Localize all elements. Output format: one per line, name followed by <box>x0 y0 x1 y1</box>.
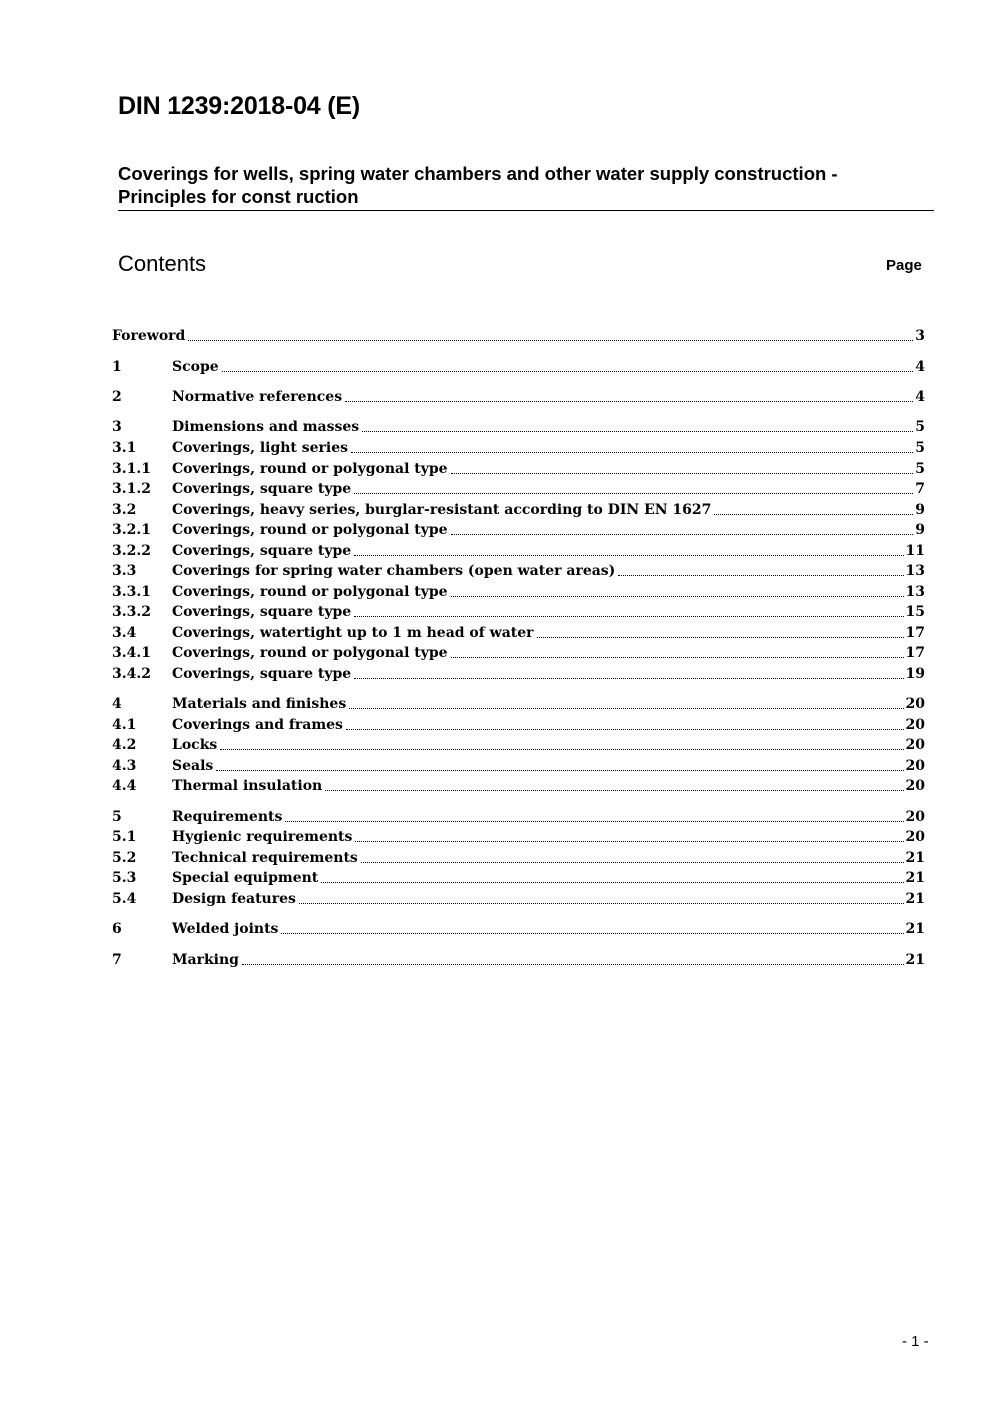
toc-entry-number: 5.4 <box>112 891 137 907</box>
toc-dot-leader <box>354 493 913 494</box>
toc-dot-leader <box>242 964 904 965</box>
toc-entry[interactable] <box>112 416 925 436</box>
toc-dot-leader <box>618 575 903 576</box>
toc-entry[interactable] <box>112 806 925 826</box>
toc-dot-leader <box>354 616 903 617</box>
toc-entry-label: Normative references <box>172 389 343 405</box>
toc-entry[interactable] <box>112 847 925 867</box>
toc-entry-page: 21 <box>905 921 925 937</box>
toc-entry-page: 20 <box>905 737 925 753</box>
toc-entry-page: 3 <box>915 328 925 344</box>
toc-entry-page: 9 <box>915 502 925 518</box>
toc-entry-label: Coverings, square type <box>172 543 352 559</box>
toc-entry-number: 5.1 <box>112 829 137 845</box>
toc-dot-leader <box>537 637 904 638</box>
toc-entry-page: 7 <box>915 481 925 497</box>
toc-entry[interactable] <box>112 601 925 621</box>
toc-entry-page: 21 <box>905 891 925 907</box>
toc-entry-label: Coverings, square type <box>172 666 352 682</box>
toc-dot-leader <box>714 514 913 515</box>
toc-dot-leader <box>355 841 903 842</box>
toc-entry-number: 5 <box>112 809 122 825</box>
toc-entry[interactable] <box>112 560 925 580</box>
toc-entry-page: 4 <box>915 389 925 405</box>
toc-entry-label: Requirements <box>172 809 283 825</box>
title-rule <box>118 210 934 211</box>
title-line-1: Coverings for wells, spring water chambers and other water supply construction - <box>118 163 838 184</box>
toc-entry[interactable] <box>112 826 925 846</box>
toc-entry[interactable] <box>112 663 925 683</box>
toc-dot-leader <box>451 473 914 474</box>
toc-entry-label: Coverings, light series <box>172 440 349 456</box>
toc-dot-leader <box>299 903 904 904</box>
toc-dot-leader <box>349 708 903 709</box>
toc-entry-page: 20 <box>905 696 925 712</box>
toc-entry-label: Special equipment <box>172 870 319 886</box>
toc-entry[interactable] <box>112 734 925 754</box>
toc-entry-number: 3.2.1 <box>112 522 151 538</box>
toc-entry-page: 21 <box>905 870 925 886</box>
toc-entry-label: Thermal insulation <box>172 778 323 794</box>
toc-entry-page: 20 <box>905 829 925 845</box>
toc-entry[interactable] <box>112 693 925 713</box>
toc-entry-label: Materials and finishes <box>172 696 347 712</box>
toc-entry-page: 5 <box>915 461 925 477</box>
toc-entry-page: 20 <box>905 778 925 794</box>
toc-entry-label: Coverings, round or polygonal type <box>172 461 448 477</box>
toc-entry-page: 11 <box>905 543 925 559</box>
toc-entry-label: Foreword <box>112 328 186 344</box>
contents-heading: Contents <box>118 251 207 276</box>
toc-entry-label: Marking <box>172 952 239 968</box>
toc-dot-leader <box>362 431 913 432</box>
toc-dot-leader <box>325 790 903 791</box>
toc-entry-label: Coverings, round or polygonal type <box>172 584 448 600</box>
toc-entry-number: 4 <box>112 696 122 712</box>
toc-dot-leader <box>346 729 904 730</box>
toc-entry[interactable] <box>112 437 925 457</box>
toc-entry-label: Design features <box>172 891 296 907</box>
toc-entry-page: 17 <box>905 645 925 661</box>
toc-entry[interactable] <box>112 581 925 601</box>
toc-entry-number: 5.2 <box>112 850 137 866</box>
toc-entry-number: 3.4 <box>112 625 137 641</box>
toc-entry[interactable] <box>112 622 925 642</box>
toc-entry-number: 1 <box>112 359 122 375</box>
toc-dot-leader <box>188 340 913 341</box>
toc-entry[interactable] <box>112 949 925 969</box>
toc-entry[interactable] <box>112 458 925 478</box>
toc-entry-label: Locks <box>172 737 218 753</box>
toc-dot-leader <box>354 678 903 679</box>
toc-entry-page: 20 <box>905 717 925 733</box>
toc-entry[interactable] <box>112 755 925 775</box>
toc-dot-leader <box>451 534 914 535</box>
toc-entry[interactable] <box>112 642 925 662</box>
toc-entry[interactable] <box>112 888 925 908</box>
toc-entry-label: Coverings, square type <box>172 604 352 620</box>
toc-dot-leader <box>354 555 903 556</box>
toc-entry-label: Hygienic requirements <box>172 829 353 845</box>
toc-entry-number: 4.2 <box>112 737 137 753</box>
toc-entry-label: Dimensions and masses <box>172 419 360 435</box>
toc-dot-leader <box>285 821 903 822</box>
toc-entry-number: 3.4.1 <box>112 645 151 661</box>
title-line-2: Principles for const ruction <box>118 186 359 207</box>
toc-entry-number: 4.4 <box>112 778 137 794</box>
toc-entry-label: Seals <box>172 758 214 774</box>
toc-entry-page: 4 <box>915 359 925 375</box>
page-column-heading: Page <box>886 257 922 274</box>
toc-entry-number: 3.1.1 <box>112 461 151 477</box>
toc-entry-number: 3.3.2 <box>112 604 151 620</box>
toc-entry-number: 3.1.2 <box>112 481 151 497</box>
toc-entry-label: Coverings and frames <box>172 717 343 733</box>
toc-entry[interactable] <box>112 540 925 560</box>
toc-entry-number: 3 <box>112 419 122 435</box>
toc-entry-page: 5 <box>915 419 925 435</box>
document-id: DIN 1239:2018-04 (E) <box>118 92 360 120</box>
toc-entry-page: 15 <box>905 604 925 620</box>
toc-dot-leader <box>220 749 903 750</box>
toc-entry-label: Scope <box>172 359 219 375</box>
toc-entry-page: 17 <box>905 625 925 641</box>
toc-entry-number: 3.1 <box>112 440 137 456</box>
page-number: - 1 - <box>902 1333 929 1350</box>
toc-dot-leader <box>451 596 904 597</box>
toc-entry-label: Coverings, heavy series, burglar-resistant according to DIN EN 1627 <box>172 502 712 518</box>
toc-entry-label: Technical requirements <box>172 850 358 866</box>
toc-dot-leader <box>361 862 904 863</box>
toc-dot-leader <box>216 770 903 771</box>
toc-entry-number: 3.3.1 <box>112 584 151 600</box>
toc-entry-label: Coverings, watertight up to 1 m head of water <box>172 625 534 641</box>
toc-entry[interactable] <box>112 918 925 938</box>
toc-dot-leader <box>321 882 903 883</box>
toc-entry[interactable] <box>112 386 925 406</box>
toc-entry-page: 20 <box>905 758 925 774</box>
toc-entry[interactable] <box>112 775 925 795</box>
toc-entry-number: 7 <box>112 952 122 968</box>
toc-entry-page: 5 <box>915 440 925 456</box>
toc-entry-number: 3.4.2 <box>112 666 151 682</box>
toc-entry-page: 21 <box>905 850 925 866</box>
toc-entry-number: 6 <box>112 921 122 937</box>
toc-entry-label: Coverings for spring water chambers (open water areas) <box>172 563 616 579</box>
toc-entry-number: 2 <box>112 389 122 405</box>
toc-entry[interactable] <box>112 356 925 376</box>
toc-entry[interactable] <box>112 714 925 734</box>
toc-entry-page: 20 <box>905 809 925 825</box>
toc-entry-number: 3.2 <box>112 502 137 518</box>
toc-entry-label: Coverings, round or polygonal type <box>172 645 448 661</box>
toc-entry-page: 21 <box>905 952 925 968</box>
toc-entry-label: Coverings, round or polygonal type <box>172 522 448 538</box>
toc-entry[interactable] <box>112 325 925 345</box>
toc-dot-leader <box>222 371 914 372</box>
toc-entry-label: Coverings, square type <box>172 481 352 497</box>
toc-dot-leader <box>281 933 903 934</box>
toc-dot-leader <box>451 657 904 658</box>
toc-entry-number: 4.3 <box>112 758 137 774</box>
toc-entry-page: 13 <box>905 584 925 600</box>
toc-entry-number: 3.2.2 <box>112 543 151 559</box>
toc-entry-number: 5.3 <box>112 870 137 886</box>
toc-entry-number: 4.1 <box>112 717 137 733</box>
document-title <box>118 162 933 208</box>
toc-entry-number: 3.3 <box>112 563 137 579</box>
toc-dot-leader <box>351 452 913 453</box>
toc-entry-page: 9 <box>915 522 925 538</box>
toc-entry-label: Welded joints <box>172 921 279 937</box>
toc-entry-page: 13 <box>905 563 925 579</box>
toc-entry[interactable] <box>112 519 925 539</box>
toc-dot-leader <box>345 401 913 402</box>
toc-entry[interactable] <box>112 499 925 519</box>
toc-entry-page: 19 <box>905 666 925 682</box>
toc-entry[interactable] <box>112 867 925 887</box>
toc-entry[interactable] <box>112 478 925 498</box>
